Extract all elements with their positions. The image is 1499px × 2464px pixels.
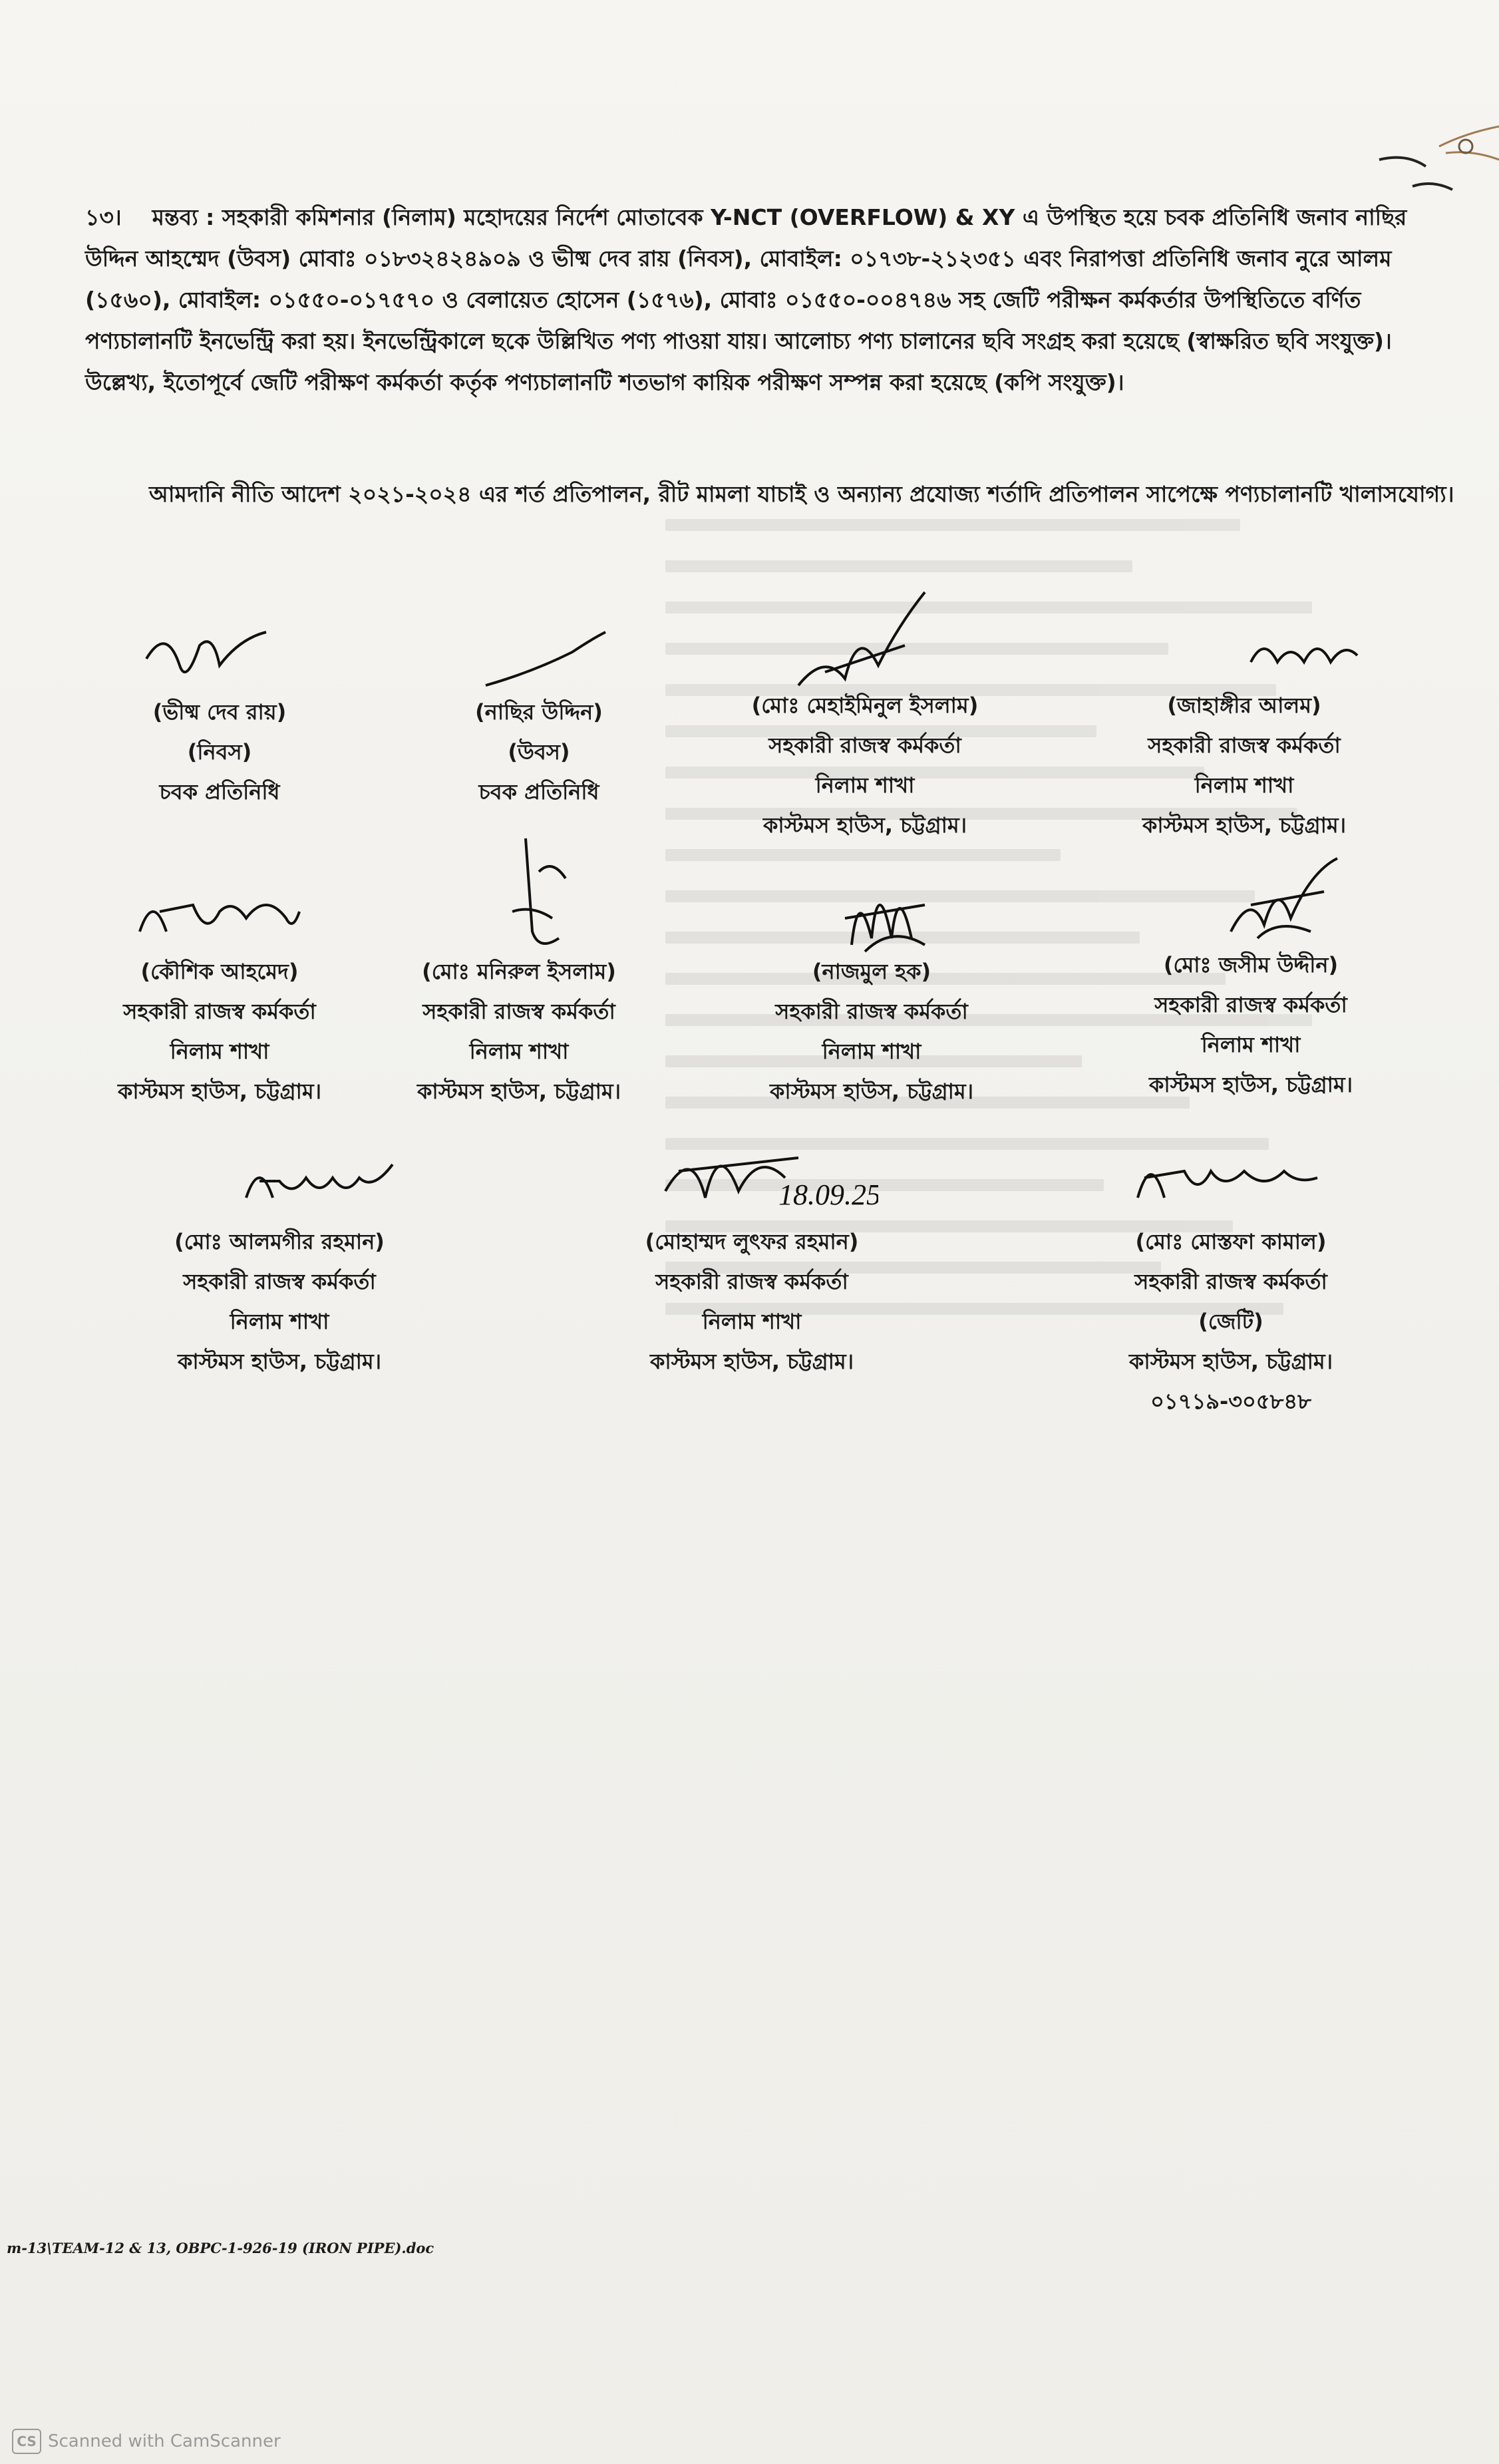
signatory-designation: সহকারী রাজস্ব কর্মকর্তা bbox=[422, 999, 615, 1024]
signature-4 bbox=[1244, 629, 1364, 682]
signature-11 bbox=[1124, 1144, 1324, 1211]
signatory-office: কাস্টমস হাউস, চট্টগ্রাম। bbox=[177, 1349, 382, 1374]
signatory-name: (মোঃ মোস্তফা কামাল) bbox=[1135, 1229, 1327, 1254]
signatory-3 bbox=[692, 685, 1038, 845]
signatory-7 bbox=[719, 952, 1025, 1111]
camscanner-logo-icon: CS bbox=[12, 2429, 41, 2454]
signatory-name: (নাছির উদ্দিন) bbox=[475, 699, 603, 725]
signatory-name: (মোঃ মেহাইমিনুল ইসলাম) bbox=[751, 693, 979, 718]
signatory-5 bbox=[86, 952, 353, 1111]
signatory-office: কাস্টমস হাউস, চট্টগ্রাম। bbox=[416, 1079, 621, 1104]
signatory-designation: (নিবস) bbox=[187, 739, 252, 765]
paragraph-import-policy bbox=[85, 474, 1456, 515]
signatory-designation: সহকারী রাজস্ব কর্মকর্তা bbox=[768, 733, 961, 758]
signatory-office: কাস্টমস হাউস, চট্টগ্রাম। bbox=[1142, 812, 1347, 838]
camscanner-text: Scanned with CamScanner bbox=[48, 2431, 281, 2451]
signature-2 bbox=[479, 625, 612, 699]
signatory-section: নিলাম শাখা bbox=[230, 1309, 329, 1334]
signatory-section: (জেটি) bbox=[1198, 1309, 1263, 1334]
signatory-11 bbox=[1065, 1222, 1397, 1421]
signatory-office: কাস্টমস হাউস, চট্টগ্রাম। bbox=[1148, 1072, 1353, 1097]
signatory-4 bbox=[1091, 685, 1397, 845]
signature-7 bbox=[832, 858, 938, 958]
signature-6 bbox=[499, 832, 579, 958]
signatory-1 bbox=[106, 692, 333, 812]
signatory-office: কাস্টমস হাউস, চট্টগ্রাম। bbox=[762, 812, 967, 838]
signatory-section: নিলাম শাখা bbox=[170, 1039, 269, 1064]
signatory-name: (মোহাম্মদ লুৎফর রহমান) bbox=[645, 1229, 859, 1254]
signatory-designation: সহকারী রাজস্ব কর্মকর্তা bbox=[775, 999, 968, 1024]
signatory-designation: সহকারী রাজস্ব কর্মকর্তা bbox=[1134, 1269, 1327, 1294]
paragraph-13 bbox=[85, 197, 1456, 403]
signature-10 bbox=[652, 1125, 878, 1218]
paragraph-number: ১৩। bbox=[85, 204, 122, 230]
signatory-office: চবক প্রতিনিধি bbox=[159, 779, 280, 804]
signatory-office: কাস্টমস হাউস, চট্টগ্রাম। bbox=[117, 1079, 322, 1104]
signatory-designation: সহকারী রাজস্ব কর্মকর্তা bbox=[1154, 992, 1347, 1017]
signatory-section: নিলাম শাখা bbox=[815, 773, 915, 798]
signatory-section: নিলাম শাখা bbox=[1201, 1032, 1301, 1057]
signature-8 bbox=[1211, 852, 1344, 952]
signatory-designation: সহকারী রাজস্ব কর্মকর্তা bbox=[1148, 733, 1341, 758]
signatory-office: কাস্টমস হাউস, চট্টগ্রাম। bbox=[769, 1079, 974, 1104]
signatory-10 bbox=[579, 1222, 925, 1381]
signature-1 bbox=[140, 619, 273, 699]
paragraph-13-text: মন্তব্য : সহকারী কমিশনার (নিলাম) মহোদয়ের নির্দেশ মোতাবেক Y-NCT (OVERFLOW) & XY এ উপস্থিত হয়ে চবক প্রতিনিধি জনাব নাছির উদ্দিন আহম্মেদ (উবস) মোবাঃ ০১৮৩২৪২৪৯০৯ ও ভীষ্ম দেব রায় (নিবস), মোবাইল: ০১৭৩৮-২১২৩৫১ এবং নিরাপত্তা প্রতিনিধি জনাব নুরে আলম (১৫৬০), মোবাইল: ০১৫৫০-০১৭৫৭০ ও বেলায়েত হোসেন (১৫৭৬), মোবাঃ ০১৫৫০-০০৪৭৪৬ সহ জেটি পরীক্ষন কর্মকর্তার উপস্থিতিতে বর্ণিত পণ্যচালানটি ইনভেন্ট্রি করা হয়। ইনভেন্ট্রিকালে ছকে উল্লিখিত পণ্য পাওয়া যায়। আলোচ্য পণ্য চালানের ছবি সংগ্রহ করা হয়েছে (স্বাক্ষরিত ছবি সংযুক্ত)। উল্লেখ্য, ইতোপূর্বে জেটি পরীক্ষণ কর্মকর্তা কর্তৃক পণ্যচালানটি শতভাগ কায়িক পরীক্ষণ সম্পন্ন করা হয়েছে (কপি সংযুক্ত)। bbox=[85, 204, 1407, 395]
signatory-designation: সহকারী রাজস্ব কর্মকর্তা bbox=[183, 1269, 376, 1294]
signatory-phone: ০১৭১৯-৩০৫৮৪৮ bbox=[1150, 1389, 1311, 1414]
signatory-designation: সহকারী রাজস্ব কর্মকর্তা bbox=[655, 1269, 848, 1294]
signatory-8 bbox=[1091, 945, 1411, 1105]
signatory-6 bbox=[379, 952, 659, 1111]
signatory-section: নিলাম শাখা bbox=[469, 1039, 569, 1064]
import-policy-text: আমদানি নীতি আদেশ ২০২১-২০২৪ এর শর্ত প্রতিপালন, রীট মামলা যাচাই ও অন্যান্য প্রযোজ্য শর্তাদি প্রতিপালন সাপেক্ষে পণ্যচালানটি খালাসযোগ্য। bbox=[149, 481, 1454, 507]
signatory-office: চবক প্রতিনিধি bbox=[478, 779, 599, 804]
camscanner-watermark bbox=[12, 2429, 281, 2454]
signatory-name: (জাহাঙ্গীর আলম) bbox=[1167, 693, 1321, 718]
signature-9 bbox=[240, 1151, 399, 1211]
signature-3 bbox=[785, 586, 931, 699]
signature-5 bbox=[133, 878, 306, 952]
signatory-section: নিলাম শাখা bbox=[1194, 773, 1294, 798]
signatory-name: (মোঃ মনিরুল ইসলাম) bbox=[422, 959, 616, 984]
signatory-section: নিলাম শাখা bbox=[822, 1039, 921, 1064]
footer-file-path: m-13\TEAM-12 & 13, OBPC-1-926-19 (IRON PIPE).doc bbox=[7, 2240, 434, 2256]
signatory-9 bbox=[120, 1222, 439, 1381]
signatory-name: (নাজমুল হক) bbox=[812, 959, 931, 984]
signatory-designation: (উবস) bbox=[508, 739, 570, 765]
signatory-name: (মোঃ জসীম উদ্দীন) bbox=[1163, 952, 1339, 977]
signatory-section: নিলাম শাখা bbox=[702, 1309, 802, 1334]
signatory-designation: সহকারী রাজস্ব কর্মকর্তা bbox=[123, 999, 316, 1024]
signatory-office: কাস্টমস হাউস, চট্টগ্রাম। bbox=[1128, 1349, 1333, 1374]
signature-date: 18.09.25 bbox=[778, 1178, 878, 1211]
signatory-name: (মোঃ আলমগীর রহমান) bbox=[174, 1229, 385, 1254]
signatory-name: (ভীষ্ম দেব রায়) bbox=[152, 699, 287, 725]
signatory-office: কাস্টমস হাউস, চট্টগ্রাম। bbox=[649, 1349, 854, 1374]
signatory-2 bbox=[426, 692, 652, 812]
signatory-name: (কৌশিক আহমেদ) bbox=[140, 959, 299, 984]
